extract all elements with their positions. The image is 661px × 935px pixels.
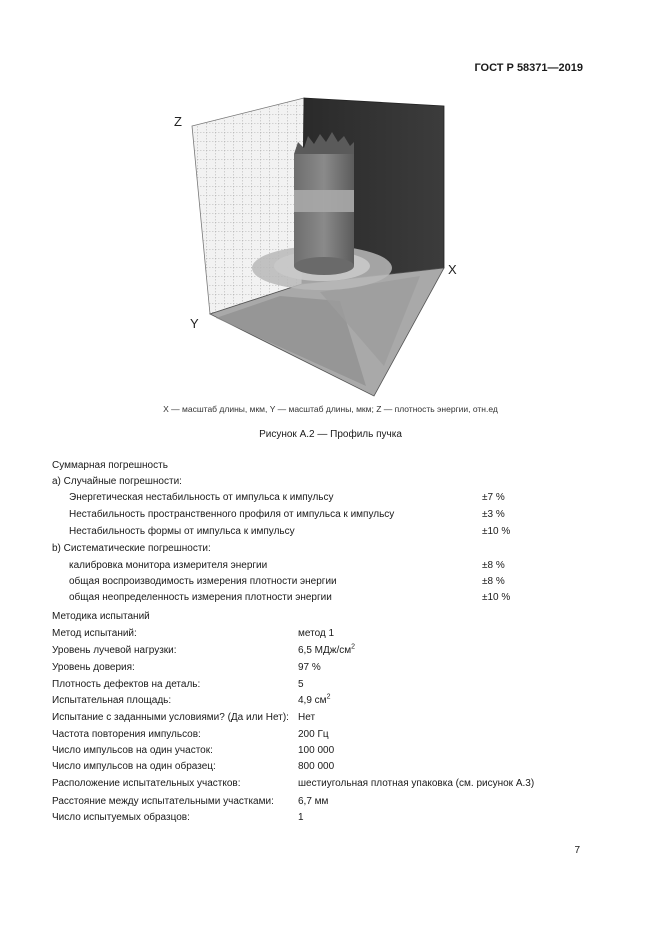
random-errors-heading: a) Случайные погрешности: bbox=[52, 476, 182, 487]
figure-title: Рисунок А.2 — Профиль пучка bbox=[259, 429, 402, 440]
method-row-value: 100 000 bbox=[298, 745, 335, 756]
systematic-error-label: калибровка монитора измерителя энергии bbox=[69, 560, 268, 571]
document-code: ГОСТ Р 58371—2019 bbox=[474, 62, 583, 74]
method-heading: Методика испытаний bbox=[52, 611, 150, 622]
method-row-label: Расстояние между испытательными участками: bbox=[52, 796, 274, 807]
method-row-value: 1 bbox=[298, 812, 304, 823]
method-row-value: 97 % bbox=[298, 662, 321, 673]
method-row-value: шестиугольная плотная упаковка (см. рисунок А.3) bbox=[298, 778, 535, 789]
page-number: 7 bbox=[574, 845, 580, 856]
method-row-label: Испытательная площадь: bbox=[52, 695, 172, 706]
systematic-error-value: ±10 % bbox=[482, 592, 511, 603]
systematic-error-value: ±8 % bbox=[482, 560, 505, 571]
axis-z-label: Z bbox=[174, 114, 182, 129]
method-row-value: 5 bbox=[298, 679, 304, 690]
method-row-value: Нет bbox=[298, 712, 316, 723]
random-error-label: Нестабильность формы от импульса к импульсу bbox=[69, 526, 295, 537]
systematic-error-label: общая воспроизводимость измерения плотности энергии bbox=[69, 576, 337, 587]
method-row-label: Уровень лучевой нагрузки: bbox=[52, 645, 177, 656]
systematic-error-value: ±8 % bbox=[482, 576, 505, 587]
method-row-value: 6,5 МДж/$см^2$ bbox=[298, 643, 356, 656]
axis-x-label: X bbox=[448, 262, 457, 277]
method-row-label: Плотность дефектов на деталь: bbox=[52, 679, 201, 690]
method-row-label: Испытание с заданными условиями? (Да или Нет): bbox=[52, 712, 289, 723]
method-row-value: метод 1 bbox=[298, 628, 335, 639]
axis-y-label: Y bbox=[190, 316, 199, 331]
summary-heading: Суммарная погрешность bbox=[52, 460, 168, 471]
method-row-value: 4,9 $см^2$ bbox=[298, 693, 331, 706]
method-row-label: Число импульсов на один участок: bbox=[52, 745, 213, 756]
random-error-value: ±10 % bbox=[482, 526, 511, 537]
systematic-error-label: общая неопределенность измерения плотности энергии bbox=[69, 592, 332, 603]
method-row-label: Уровень доверия: bbox=[52, 662, 135, 673]
method-row-label: Число испытуемых образцов: bbox=[52, 812, 190, 823]
random-error-value: ±7 % bbox=[482, 492, 505, 503]
method-row-label: Расположение испытательных участков: bbox=[52, 778, 241, 789]
method-row-label: Частота повторения импульсов: bbox=[52, 729, 201, 740]
method-row-value: 200 Гц bbox=[298, 729, 329, 740]
random-error-value: ±3 % bbox=[482, 509, 505, 520]
method-row-value: 6,7 мм bbox=[298, 796, 329, 807]
figure-caption: X — масштаб длины, мкм, Y — масштаб длины, мкм; Z — плотность энергии, отн.ед bbox=[163, 404, 498, 414]
method-row-value: 800 000 bbox=[298, 761, 335, 772]
method-row-label: Число импульсов на один образец: bbox=[52, 761, 216, 772]
beam-profile-figure bbox=[170, 96, 470, 400]
random-error-label: Энергетическая нестабильность от импульса к импульсу bbox=[69, 492, 334, 503]
random-error-label: Нестабильность пространственного профиля от импульса к импульсу bbox=[69, 509, 395, 520]
systematic-errors-heading: b) Систематические погрешности: bbox=[52, 543, 211, 554]
method-row-label: Метод испытаний: bbox=[52, 628, 137, 639]
